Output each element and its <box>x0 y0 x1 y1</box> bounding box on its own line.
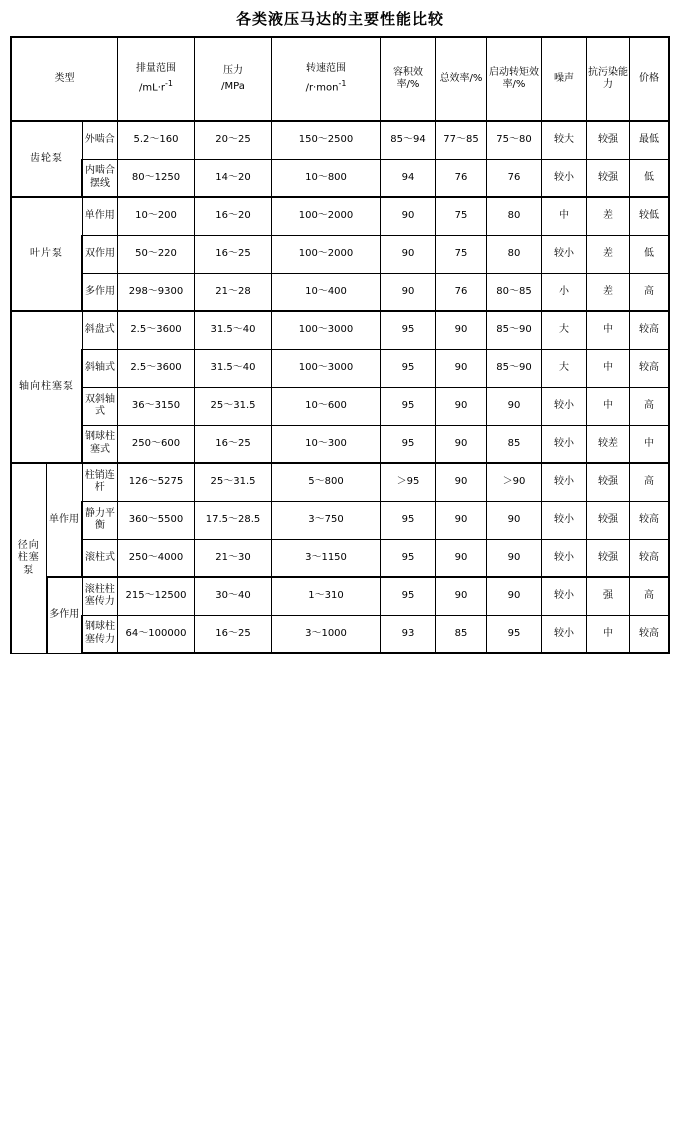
group-label: 齿轮泵 <box>11 121 82 197</box>
cell-noise: 小 <box>542 273 587 311</box>
cell-speed: 1～310 <box>272 577 381 615</box>
cell-price: 高 <box>630 273 670 311</box>
cell-total: 77～85 <box>436 121 487 159</box>
header-speed-name: 转速范围 <box>306 62 346 74</box>
cell-speed: 150～2500 <box>272 121 381 159</box>
cell-total: 90 <box>436 501 487 539</box>
cell-speed: 100～2000 <box>272 197 381 235</box>
table-row <box>11 121 669 159</box>
cell-displacement: 50～220 <box>118 235 195 273</box>
cell-pressure: 31.5～40 <box>195 311 272 349</box>
cell-total: 75 <box>436 197 487 235</box>
group-label: 叶片泵 <box>11 197 82 311</box>
cell-displacement: 126～5275 <box>118 463 195 501</box>
cell-volumetric: 90 <box>381 235 436 273</box>
cell-noise: 较小 <box>542 539 587 577</box>
header-total-efficiency: 总效率/% <box>436 37 487 121</box>
header-row <box>11 37 669 121</box>
cell-pressure: 30～40 <box>195 577 272 615</box>
type-label: 柱销连杆 <box>82 463 118 501</box>
cell-noise: 较小 <box>542 159 587 197</box>
cell-total: 90 <box>436 425 487 463</box>
cell-total: 76 <box>436 273 487 311</box>
cell-pressure: 14～20 <box>195 159 272 197</box>
header-pressure-unit: /MPa <box>221 81 245 92</box>
table-row <box>11 349 669 387</box>
header-price: 价格 <box>630 37 670 121</box>
cell-pressure: 31.5～40 <box>195 349 272 387</box>
cell-start-torque: 95 <box>487 615 542 653</box>
cell-volumetric: 95 <box>381 387 436 425</box>
header-type: 类型 <box>11 37 118 121</box>
table-row <box>11 159 669 197</box>
cell-price: 较高 <box>630 349 670 387</box>
cell-dirt: 较强 <box>587 539 630 577</box>
header-displacement-unit-exponent: -1 <box>165 79 173 89</box>
type-label: 双斜轴式 <box>82 387 118 425</box>
cell-price: 较低 <box>630 197 670 235</box>
cell-speed: 3～750 <box>272 501 381 539</box>
table-row <box>11 273 669 311</box>
cell-price: 高 <box>630 463 670 501</box>
cell-pressure: 21～30 <box>195 539 272 577</box>
type-label: 静力平衡 <box>82 501 118 539</box>
cell-noise: 较小 <box>542 501 587 539</box>
cell-displacement: 360～5500 <box>118 501 195 539</box>
cell-dirt: 中 <box>587 615 630 653</box>
cell-dirt: 差 <box>587 197 630 235</box>
cell-dirt: 较强 <box>587 159 630 197</box>
cell-noise: 较小 <box>542 577 587 615</box>
cell-displacement: 215～12500 <box>118 577 195 615</box>
cell-displacement: 80～1250 <box>118 159 195 197</box>
cell-displacement: 298～9300 <box>118 273 195 311</box>
table-row <box>11 387 669 425</box>
cell-pressure: 21～28 <box>195 273 272 311</box>
cell-speed: 100～3000 <box>272 349 381 387</box>
header-noise: 噪声 <box>542 37 587 121</box>
header-displacement-name: 排量范围 <box>136 62 176 74</box>
cell-price: 较高 <box>630 539 670 577</box>
cell-total: 90 <box>436 463 487 501</box>
cell-speed: 10～800 <box>272 159 381 197</box>
cell-volumetric: ＞95 <box>381 463 436 501</box>
cell-speed: 10～600 <box>272 387 381 425</box>
cell-noise: 大 <box>542 349 587 387</box>
table-row <box>11 615 669 653</box>
cell-dirt: 强 <box>587 577 630 615</box>
cell-volumetric: 95 <box>381 501 436 539</box>
header-displacement-unit <box>119 79 193 95</box>
type-label: 多作用 <box>82 273 118 311</box>
table-row <box>11 539 669 577</box>
type-label: 钢球柱塞式 <box>82 425 118 463</box>
table-row <box>11 577 669 615</box>
cell-volumetric: 95 <box>381 539 436 577</box>
cell-dirt: 中 <box>587 387 630 425</box>
table-row <box>11 235 669 273</box>
cell-start-torque: 90 <box>487 387 542 425</box>
cell-displacement: 36～3150 <box>118 387 195 425</box>
cell-speed: 10～400 <box>272 273 381 311</box>
cell-total: 90 <box>436 349 487 387</box>
header-displacement <box>118 37 195 121</box>
cell-volumetric: 90 <box>381 273 436 311</box>
header-pressure <box>195 37 272 121</box>
cell-pressure: 16～25 <box>195 425 272 463</box>
cell-speed: 100～3000 <box>272 311 381 349</box>
cell-volumetric: 85～94 <box>381 121 436 159</box>
cell-speed: 3～1150 <box>272 539 381 577</box>
subgroup-label: 多作用 <box>47 577 83 653</box>
table-row <box>11 425 669 463</box>
header-speed-unit-exponent: -1 <box>338 79 347 89</box>
cell-noise: 较大 <box>542 121 587 159</box>
cell-start-torque: 80 <box>487 197 542 235</box>
cell-pressure: 16～20 <box>195 197 272 235</box>
cell-displacement: 2.5～3600 <box>118 349 195 387</box>
header-speed-unit <box>273 79 379 95</box>
cell-start-torque: 76 <box>487 159 542 197</box>
cell-price: 较高 <box>630 615 670 653</box>
cell-displacement: 10～200 <box>118 197 195 235</box>
performance-comparison-table <box>10 36 670 654</box>
type-label: 外啮合 <box>82 121 118 159</box>
page-title: 各类液压马达的主要性能比较 <box>235 10 444 28</box>
cell-dirt: 较强 <box>587 121 630 159</box>
cell-speed: 10～300 <box>272 425 381 463</box>
cell-total: 90 <box>436 311 487 349</box>
type-label: 单作用 <box>82 197 118 235</box>
cell-speed: 100～2000 <box>272 235 381 273</box>
cell-noise: 较小 <box>542 615 587 653</box>
cell-start-torque: 80～85 <box>487 273 542 311</box>
table-row <box>11 501 669 539</box>
cell-dirt: 中 <box>587 311 630 349</box>
cell-noise: 较小 <box>542 463 587 501</box>
cell-start-torque: 85～90 <box>487 311 542 349</box>
table-row <box>11 463 669 501</box>
table-body <box>11 121 669 653</box>
cell-start-torque: 85 <box>487 425 542 463</box>
cell-dirt: 差 <box>587 273 630 311</box>
cell-volumetric: 93 <box>381 615 436 653</box>
type-label: 内啮合摆线 <box>82 159 118 197</box>
cell-price: 低 <box>630 235 670 273</box>
table-row <box>11 311 669 349</box>
cell-volumetric: 90 <box>381 197 436 235</box>
header-displacement-unit-text: /mL·r <box>139 82 165 94</box>
cell-pressure: 25～31.5 <box>195 463 272 501</box>
cell-start-torque: 75～80 <box>487 121 542 159</box>
header-speed-unit-text: /r·mon <box>305 82 339 94</box>
cell-start-torque: 90 <box>487 539 542 577</box>
cell-displacement: 64～100000 <box>118 615 195 653</box>
header-start-torque-efficiency: 启动转矩效率/% <box>487 37 542 121</box>
cell-volumetric: 94 <box>381 159 436 197</box>
cell-price: 低 <box>630 159 670 197</box>
cell-speed: 5～800 <box>272 463 381 501</box>
cell-speed: 3～1000 <box>272 615 381 653</box>
group-label: 径向柱塞泵 <box>11 463 47 653</box>
cell-noise: 大 <box>542 311 587 349</box>
type-label: 钢球柱塞传力 <box>82 615 118 653</box>
cell-pressure: 25～31.5 <box>195 387 272 425</box>
cell-price: 最低 <box>630 121 670 159</box>
cell-start-torque: 90 <box>487 501 542 539</box>
cell-total: 76 <box>436 159 487 197</box>
cell-total: 85 <box>436 615 487 653</box>
cell-pressure: 16～25 <box>195 235 272 273</box>
cell-pressure: 16～25 <box>195 615 272 653</box>
cell-displacement: 250～600 <box>118 425 195 463</box>
cell-pressure: 17.5～28.5 <box>195 501 272 539</box>
header-pressure-name: 压力 <box>223 64 243 76</box>
cell-price: 较高 <box>630 501 670 539</box>
cell-price: 高 <box>630 387 670 425</box>
cell-dirt: 中 <box>587 349 630 387</box>
cell-volumetric: 95 <box>381 311 436 349</box>
cell-dirt: 差 <box>587 235 630 273</box>
cell-volumetric: 95 <box>381 425 436 463</box>
header-dirt-resistance: 抗污染能力 <box>587 37 630 121</box>
cell-displacement: 2.5～3600 <box>118 311 195 349</box>
cell-dirt: 较差 <box>587 425 630 463</box>
table-row <box>11 197 669 235</box>
cell-dirt: 较强 <box>587 501 630 539</box>
cell-total: 90 <box>436 577 487 615</box>
cell-pressure: 20～25 <box>195 121 272 159</box>
header-speed <box>272 37 381 121</box>
cell-noise: 较小 <box>542 387 587 425</box>
type-label: 滚柱柱塞传力 <box>82 577 118 615</box>
cell-displacement: 5.2～160 <box>118 121 195 159</box>
cell-price: 较高 <box>630 311 670 349</box>
subgroup-label: 单作用 <box>47 463 83 577</box>
type-label: 双作用 <box>82 235 118 273</box>
cell-total: 75 <box>436 235 487 273</box>
type-label: 滚柱式 <box>82 539 118 577</box>
header-volumetric-efficiency: 容积效率/% <box>381 37 436 121</box>
cell-start-torque: 80 <box>487 235 542 273</box>
cell-noise: 较小 <box>542 235 587 273</box>
cell-price: 中 <box>630 425 670 463</box>
cell-volumetric: 95 <box>381 577 436 615</box>
type-label: 斜盘式 <box>82 311 118 349</box>
table-header <box>11 37 669 121</box>
cell-dirt: 较强 <box>587 463 630 501</box>
cell-total: 90 <box>436 387 487 425</box>
cell-volumetric: 95 <box>381 349 436 387</box>
type-label: 斜轴式 <box>82 349 118 387</box>
cell-displacement: 250～4000 <box>118 539 195 577</box>
cell-total: 90 <box>436 539 487 577</box>
cell-price: 高 <box>630 577 670 615</box>
cell-start-torque: ＞90 <box>487 463 542 501</box>
cell-start-torque: 85～90 <box>487 349 542 387</box>
cell-noise: 较小 <box>542 425 587 463</box>
cell-noise: 中 <box>542 197 587 235</box>
group-label: 轴向柱塞泵 <box>11 311 82 463</box>
cell-start-torque: 90 <box>487 577 542 615</box>
